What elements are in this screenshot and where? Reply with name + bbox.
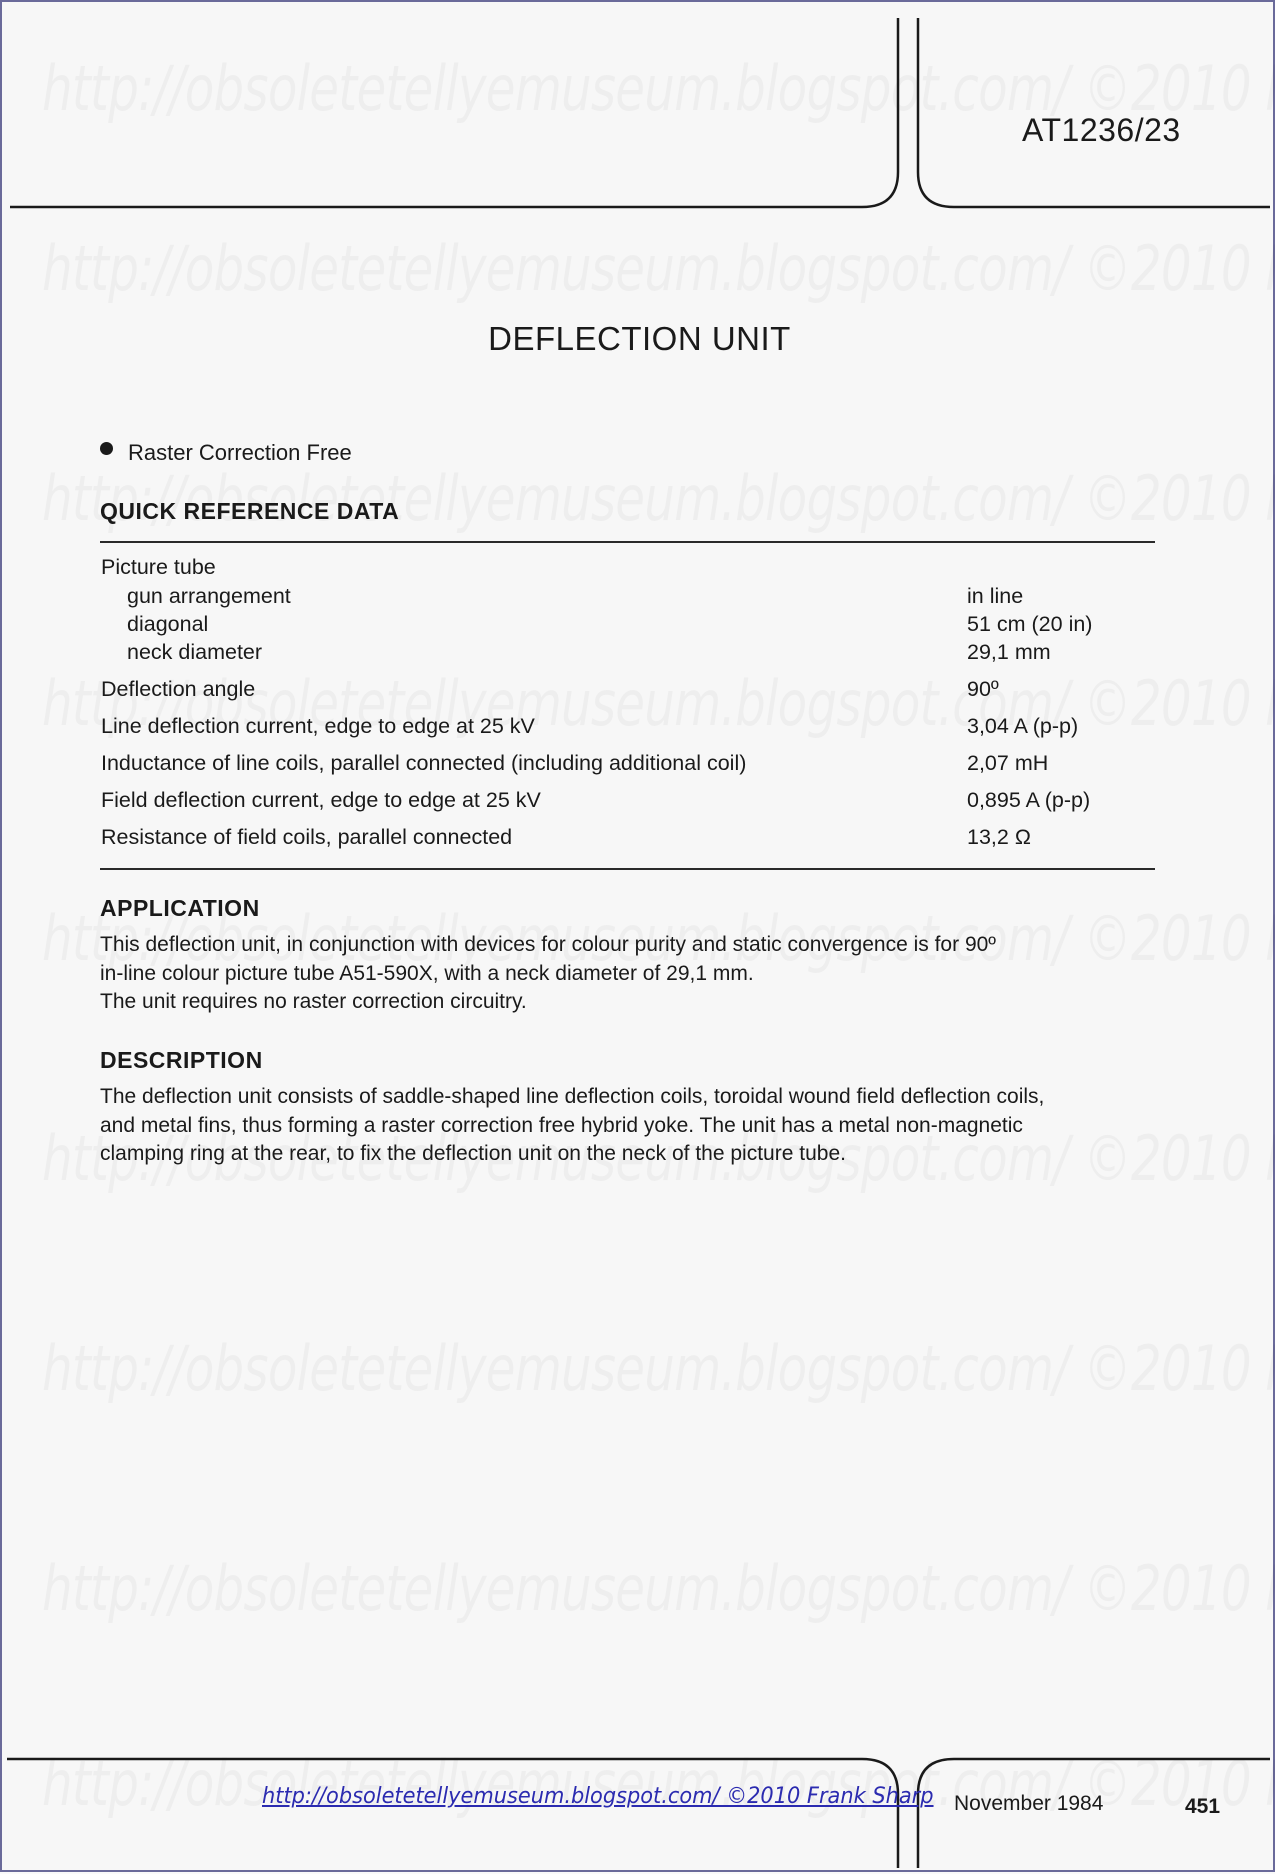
paragraph-line: This deflection unit, in conjunction with devices for colour purity and static convergence is for 90º (100, 933, 996, 956)
spec-value: 2,07 mH (967, 751, 1049, 775)
spec-value: in line (967, 584, 1024, 608)
spec-label: neck diameter (127, 640, 263, 664)
spec-label: gun arrangement (127, 584, 291, 608)
spec-value: 0,895 A (p-p) (967, 788, 1091, 812)
feature-item: Raster Correction Free (128, 440, 352, 465)
paragraph-line: and metal fins, thus forming a raster correction free hybrid yoke. The unit has a metal non-magnetic (100, 1113, 1023, 1137)
bullet-icon (100, 442, 113, 455)
spec-value: 90º (967, 677, 999, 701)
source-link[interactable]: http://obsoletetellyemuseum.blogspot.com/ ©2010 Frank Sharp (262, 1784, 934, 1809)
spec-value: 51 cm (20 in) (967, 612, 1093, 636)
quick-reference-heading: QUICK REFERENCE DATA (100, 498, 400, 524)
spec-label: Field deflection current, edge to edge at 25 kV (101, 788, 541, 812)
application-text (100, 931, 1160, 1017)
spec-value: 3,04 A (p-p) (967, 714, 1079, 738)
document-id: AT1236/23 (1022, 112, 1181, 148)
description-text (100, 1083, 1160, 1169)
divider (100, 868, 1155, 870)
divider (100, 541, 1155, 543)
spec-group-label: Picture tube (101, 555, 216, 579)
page-title: DEFLECTION UNIT (488, 320, 791, 357)
spec-value: 29,1 mm (967, 640, 1051, 664)
description-heading: DESCRIPTION (100, 1047, 263, 1073)
spec-label: Resistance of field coils, parallel connected (101, 825, 513, 849)
paragraph-line: clamping ring at the rear, to fix the deflection unit on the neck of the picture tube. (100, 1142, 846, 1165)
publication-date: November 1984 (954, 1792, 1104, 1815)
spec-label: Deflection angle (101, 677, 256, 701)
spec-label: diagonal (127, 612, 209, 636)
spec-label: Line deflection current, edge to edge at 25 kV (101, 714, 535, 738)
application-heading: APPLICATION (100, 895, 260, 921)
spec-value: 13,2 Ω (967, 825, 1031, 849)
paragraph-line: in-line colour picture tube A51-590X, with a neck diameter of 29,1 mm. (100, 961, 754, 985)
page-number: 451 (1185, 1795, 1221, 1818)
paragraph-line: The deflection unit consists of saddle-shaped line deflection coils, toroidal wound field deflection coils, (100, 1085, 1045, 1108)
spec-label: Inductance of line coils, parallel connected (including additional coil) (101, 751, 747, 775)
paragraph-line: The unit requires no raster correction circuitry. (100, 990, 527, 1013)
